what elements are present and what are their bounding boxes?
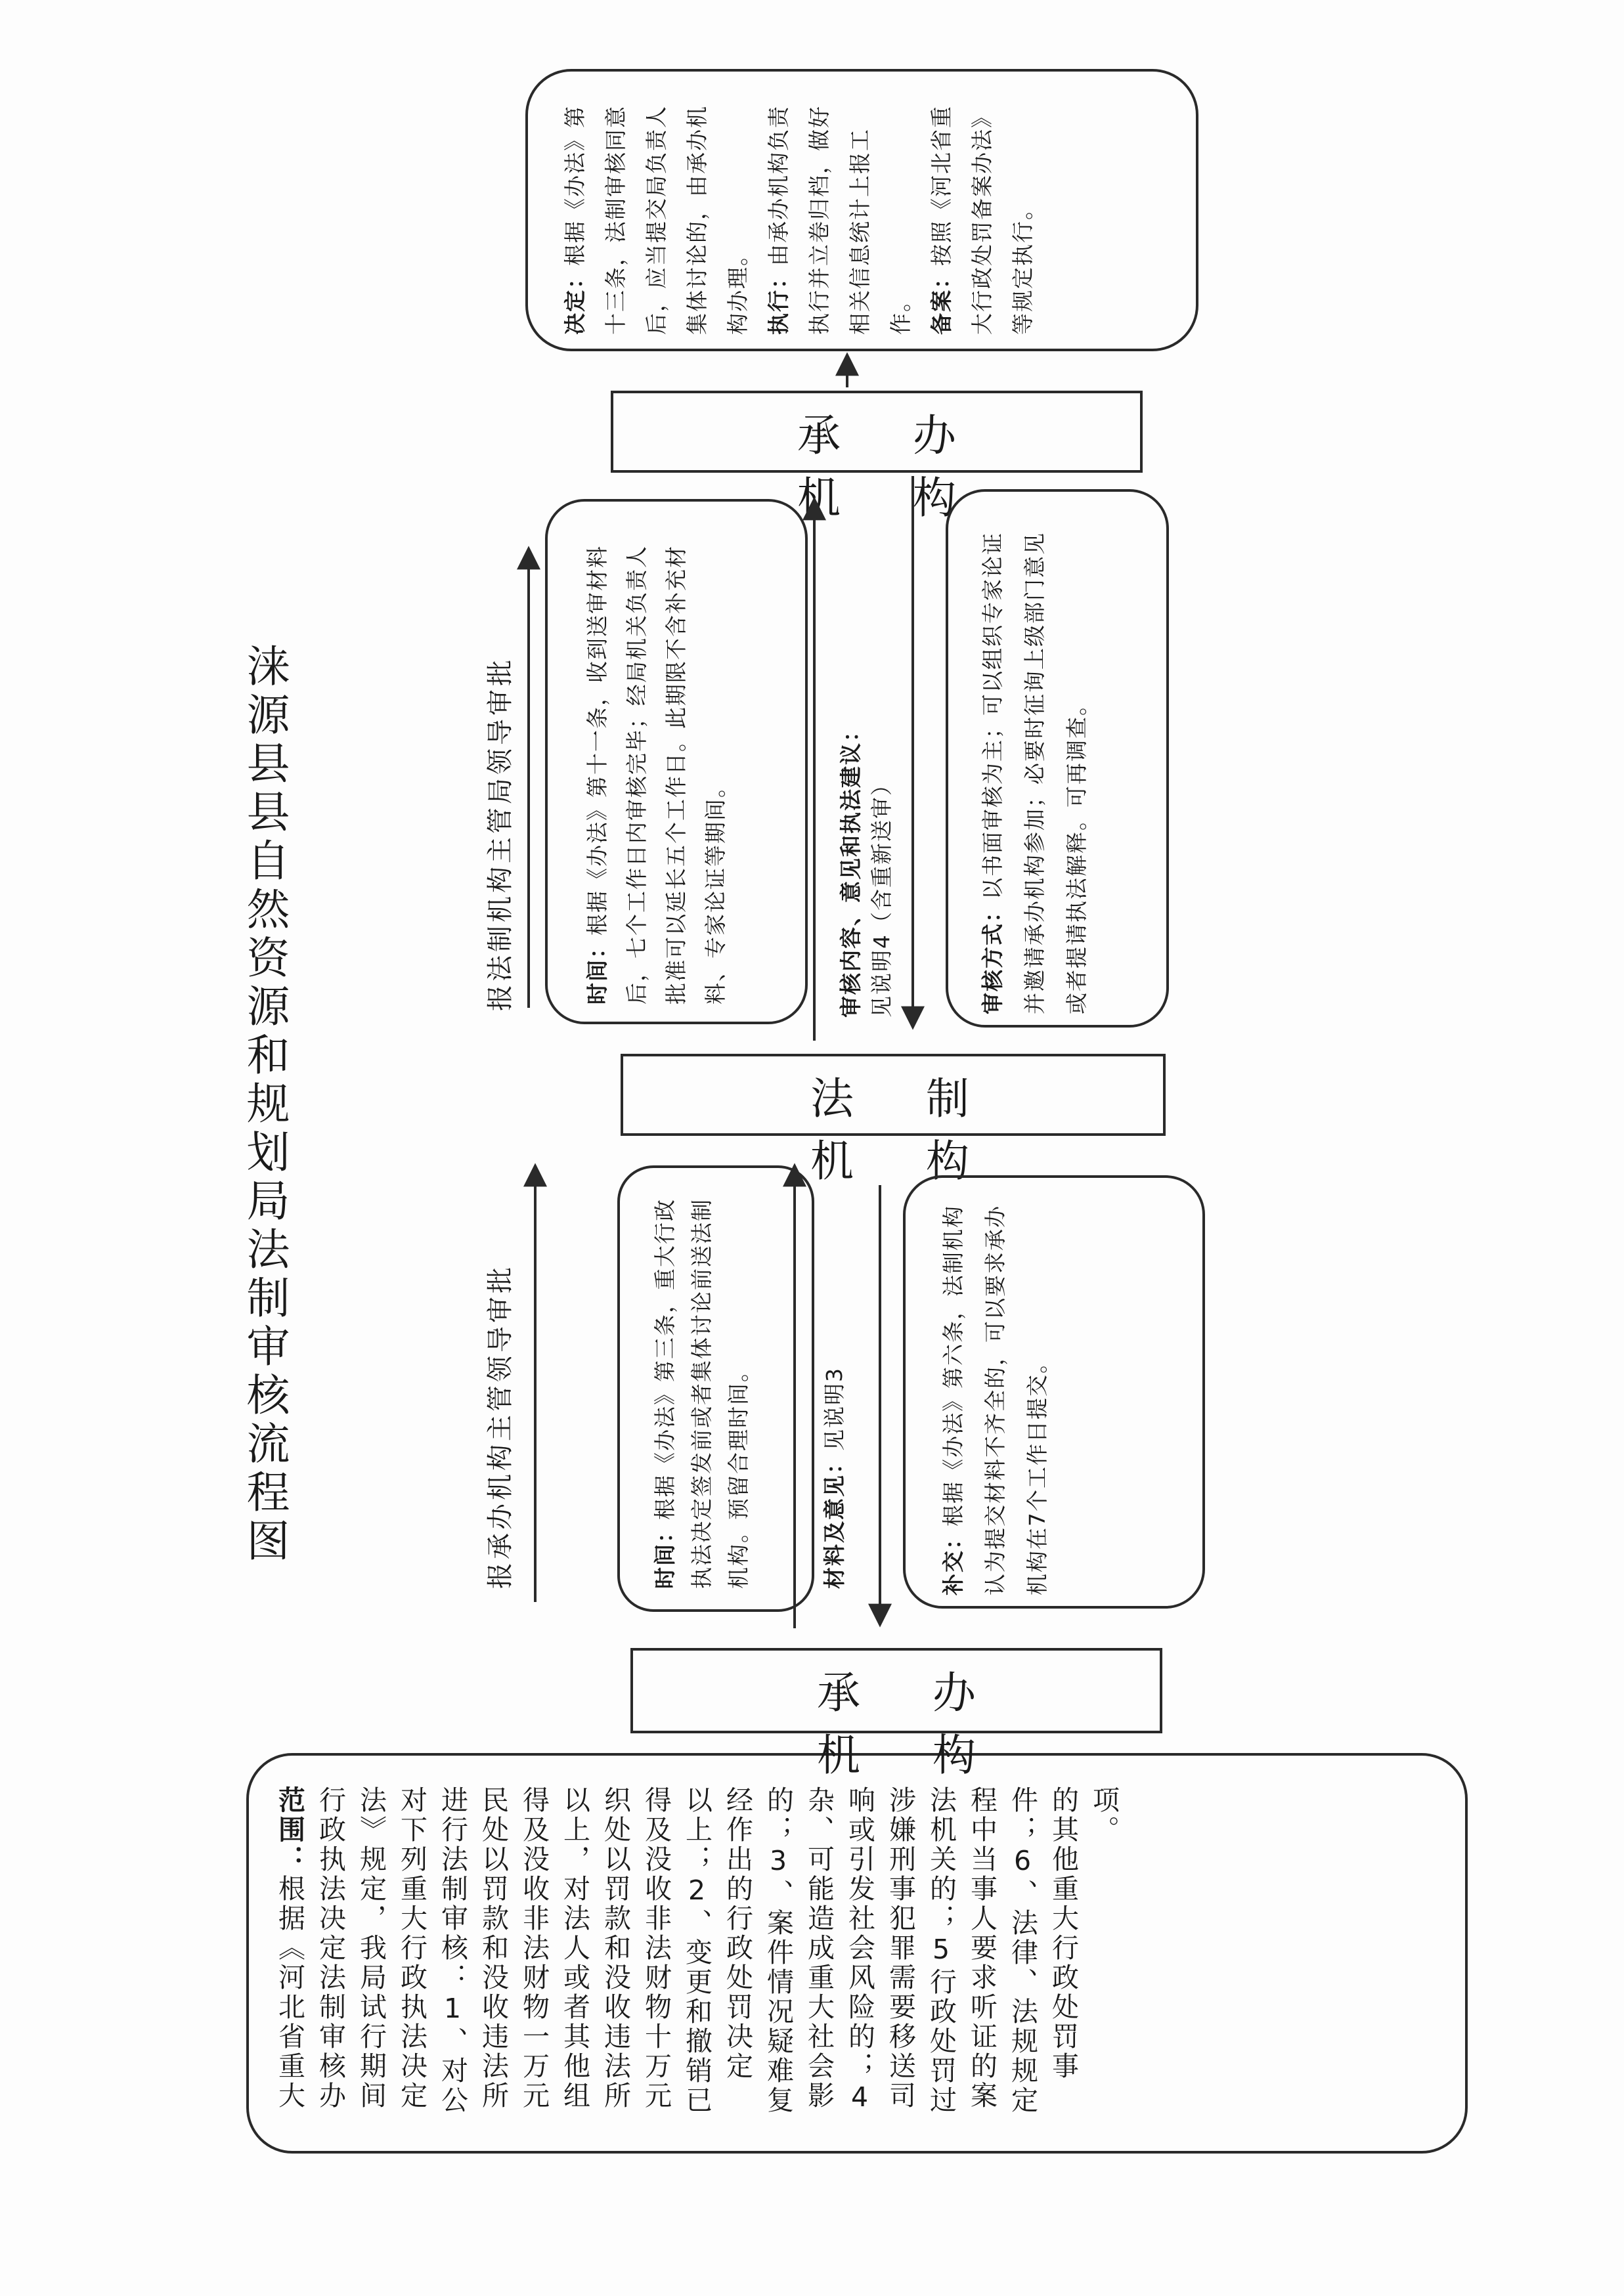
stage1-approval-label: 报承办机构主管领导审批 bbox=[485, 1264, 516, 1589]
stage2-method-text: 以书面审核为主；可以组织专家论证并邀请承办机构参加；必要时征询上级部门意见或者提请执法解释。可再调查。 bbox=[980, 532, 1089, 1014]
stage2-time-text: 根据《办法》第十一条，收到送审材料后，七个工作日内审核完毕；经局机关负责人批准可以延长五个工作日。此期限不含补充材料、专家论证等期间。 bbox=[584, 545, 728, 1005]
scope-body: 根据《河北省重大行政执法决定法制审核办法》规定，我局试行期间对下列重大行政执法决定进行法制审核：1、对公民处以罚款和没收违法所得及没收非法财物一万元以上，对法人或者其他组织处以罚款和没收违法所得及没收非法财物十万元以上；2、变更和撤销已经作出的行政处罚决定的；3、案件情况疑难复杂、可能造成重大社会影响或引发社会风险的；4涉嫌刑事犯罪需要移送司法机关的；5行政处罚过程中当事人要求听证的案件；6、法律、法规规定的其他重大行政处罚事项。 bbox=[274, 1786, 1120, 2115]
stage2-review-text: 见说明4（含重新送审） bbox=[869, 773, 894, 1018]
stage1-time-lead: 时间： bbox=[652, 1520, 678, 1589]
final-file-text: 按照《河北省重大行政处罚备案办法》等规定执行。 bbox=[929, 105, 1036, 335]
stage2-method-lead: 审核方式： bbox=[980, 899, 1005, 1014]
left-office-label: 承办机构 bbox=[817, 1668, 1048, 1781]
final-execute-lead: 执行： bbox=[766, 266, 791, 335]
page-title: 涞源县县自然资源和规划局法制审核流程图 bbox=[239, 643, 290, 1567]
center-office-label: 法制机构 bbox=[810, 1073, 1042, 1186]
stage2-review-lead: 审核内容、意见和执法建议： bbox=[838, 719, 864, 1018]
stage2-time-lead: 时间： bbox=[584, 936, 610, 1005]
final-file-lead: 备案： bbox=[929, 266, 954, 335]
stage1-materials-lead: 材料及意见： bbox=[822, 1451, 847, 1589]
stage2-approval-label: 报法制机构主管局领导审批 bbox=[485, 657, 516, 1011]
final-decision-text: 根据《办法》第十三条，法制审核同意后，应当提交局负责人集体讨论的，由承办机构办理。 bbox=[562, 105, 751, 335]
final-execute-text: 由承办机构负责执行并立卷归档，做好相关信息统计上报工作。 bbox=[766, 105, 913, 335]
stage1-supplement-text: 根据《办法》第六条，法制机构认为提交材料不齐全的，可以要求承办机构在7个工作日提交。 bbox=[940, 1205, 1050, 1595]
right-office-label: 承办机构 bbox=[797, 410, 1028, 523]
scope-lead: 范围： bbox=[274, 1786, 305, 1874]
final-decision-lead: 决定： bbox=[562, 266, 588, 335]
stage1-time-text: 根据《办法》第三条，重大行政执法决定签发前或者集体讨论前送法制机构。预留合理时间。 bbox=[652, 1198, 751, 1589]
stage1-materials-text: 见说明3 bbox=[822, 1367, 847, 1451]
stage1-supplement-lead: 补交： bbox=[940, 1527, 966, 1595]
